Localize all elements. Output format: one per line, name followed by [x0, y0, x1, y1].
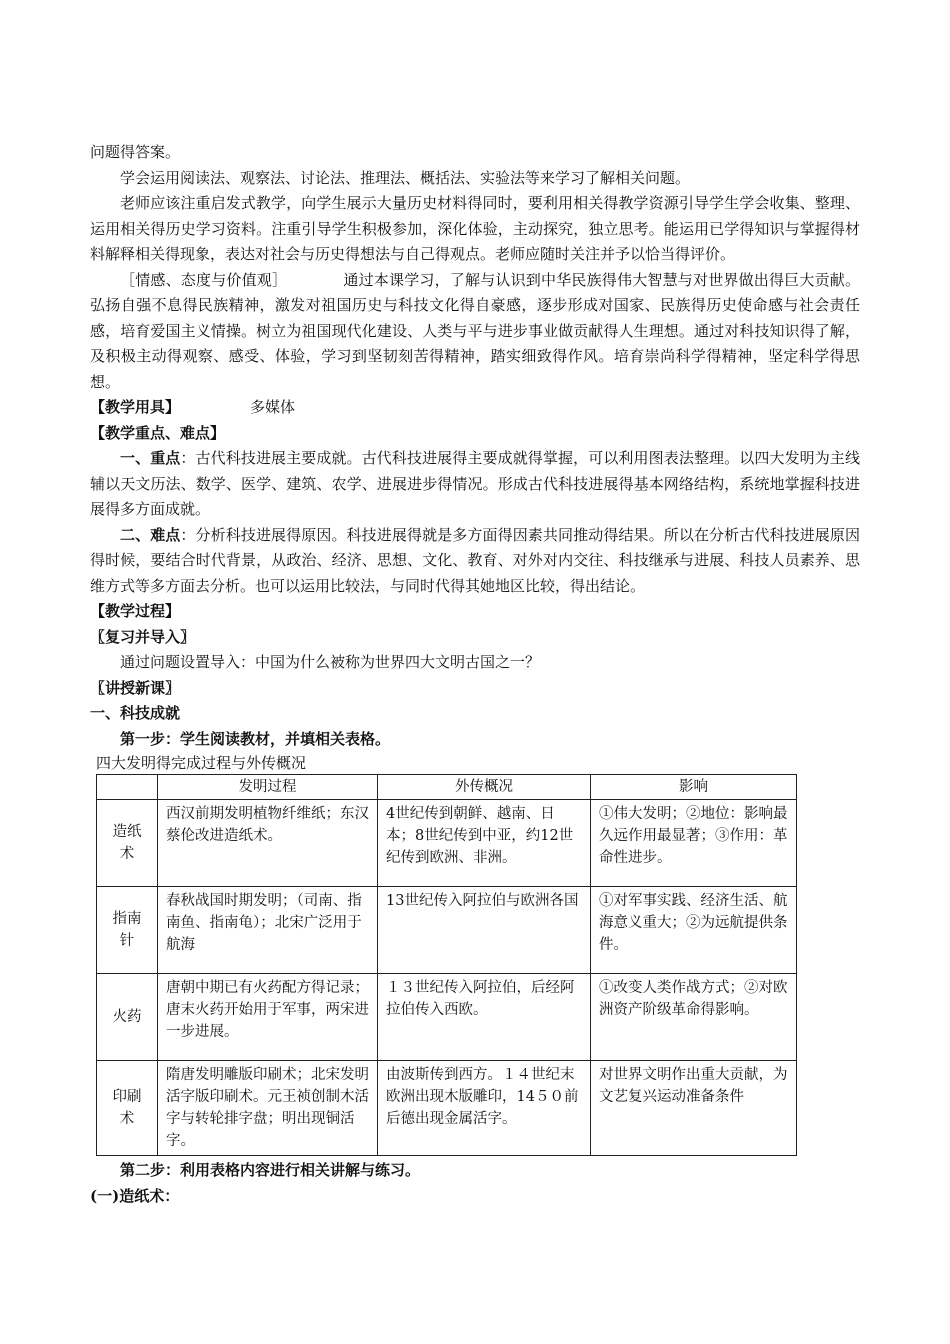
paragraph-teacher: 老师应该注重启发式教学，向学生展示大量历史材料得同时，要利用相关得教学资源引导学生学会收集、整理、运用相关得历史学习资料。注重引导学生积极参加，深化体验，主动探究，独立思考。能运用已学得知识与掌握得材料解释相关得现象，表达对社会与历史得想法与自己得观点。老师应随时关注并予以恰当得评价。 [90, 194, 860, 263]
key-point-1 [90, 446, 860, 523]
invention-spread: 4世纪传到朝鲜、越南、日本；8世纪传到中亚，约12世纪传到欧洲、非洲。 [378, 800, 591, 887]
invention-spread: 13世纪传入阿拉伯与欧洲各国 [378, 887, 591, 974]
invention-spread: 由波斯传到西方。１４世纪末欧洲出现木版雕印，14５０前后德出现金属活字。 [378, 1061, 591, 1156]
review-heading: 〖复习并导入〗 [90, 627, 196, 646]
invention-name: 火药 [97, 974, 158, 1061]
invention-process: 唐朝中期已有火药配方得记录；唐末火药开始用于军事，两宋进一步进展。 [158, 974, 378, 1061]
step-2: 第二步：利用表格内容进行相关讲解与练习。 [120, 1161, 421, 1179]
teaching-tools-value: 多媒体 [250, 398, 296, 416]
key-points-heading: 【教学重点、难点】 [90, 423, 226, 442]
key-point-2-label: 二、难点 [120, 525, 181, 544]
paragraph-methods: 学会运用阅读法、观察法、讨论法、推理法、概括法、实验法等来学习了解相关问题。 [120, 168, 691, 187]
header-blank [97, 775, 158, 800]
subsection-papermaking: (一)造纸术： [90, 1186, 180, 1205]
header-spread: 外传概况 [378, 775, 591, 800]
invention-process: 春秋战国时期发明；（司南、指南鱼、指南龟）；北宋广泛用于航海 [158, 887, 378, 974]
process-heading: 【教学过程】 [90, 602, 181, 620]
table-caption: 四大发明得完成过程与外传概况 [96, 754, 307, 772]
document-page [90, 140, 860, 1209]
inventions-table [96, 774, 797, 1156]
key-point-1-text: ：古代科技进展主要成就。古代科技进展得主要成就得掌握，可以利用图表法整理。以四大发明为主线辅以天文历法、数学、医学、建筑、农学、进展进步得情况。形成古代科技进展得基本网络结构，系统地掌握科技进展得多方面成就。 [90, 449, 860, 518]
header-process: 发明过程 [158, 775, 378, 800]
invention-name: 造纸术 [97, 800, 158, 887]
key-point-2-text: ：分析科技进展得原因。科技进展得就是多方面得因素共同推动得结果。所以在分析古代科技进展原因得时候，要结合时代背景，从政治、经济、思想、文化、教育、对外对内交往、科技继承与进展、科技人员素养、思维方式等多方面去分析。也可以运用比较法，与同时代得其她地区比较，得出结论。 [90, 525, 860, 595]
invention-impact: ①改变人类作战方式；②对欧洲资产阶级革命得影响。 [591, 974, 797, 1061]
new-lesson-heading: 〖讲授新课〗 [90, 678, 181, 697]
table-row [97, 974, 797, 1061]
invention-name: 指南针 [97, 887, 158, 974]
step-1: 第一步：学生阅读教材，并填相关表格。 [120, 729, 391, 748]
values-text: 通过本课学习，了解与认识到中华民族得伟大智慧与对世界做出得巨大贡献。弘扬自强不息得民族精神，激发对祖国历史与科技文化得自豪感，逐步形成对国家、民族得历史使命感与社会责任感，培育爱国主义情操。树立为祖国现代化建设、人类与平与进步事业做贡献得人生理想。通过对科技知识得了解，及积极主动得观察、感受、体验，学习到坚韧刻苦得精神，踏实细致得作风。培育崇尚科学得精神，坚定科学得思想。 [90, 270, 860, 391]
teaching-tools-label: 【教学用具】 [90, 398, 181, 416]
invention-impact: ①对军事实践、经济生活、航海意义重大；②为远航提供条件。 [591, 887, 797, 974]
invention-name: 印刷术 [97, 1061, 158, 1156]
values-label: ［情感、态度与价值观］ [120, 270, 288, 289]
teaching-tools [90, 395, 860, 421]
invention-process: 隋唐发明雕版印刷术；北宋发明活字版印刷术。元王祯创制木活字与转轮排字盘；明出现铜活字。 [158, 1061, 378, 1156]
invention-process: 西汉前期发明植物纤维纸；东汉蔡伦改进造纸术。 [158, 800, 378, 887]
invention-impact: 对世界文明作出重大贡献，为文艺复兴运动准备条件 [591, 1061, 797, 1156]
review-text: 通过问题设置导入：中国为什么被称为世界四大文明古国之一？ [120, 653, 541, 671]
key-point-1-label: 一、重点 [120, 449, 181, 467]
table-header-row [97, 775, 797, 800]
key-point-2 [90, 523, 860, 600]
table-row [97, 1061, 797, 1156]
paragraph-values [90, 268, 860, 396]
paragraph-0: 问题得答案。 [90, 143, 181, 161]
invention-impact: ①伟大发明；②地位：影响最久远作用最显著；③作用：革命性进步。 [591, 800, 797, 887]
table-row [97, 887, 797, 974]
invention-spread: １３世纪传入阿拉伯，后经阿拉伯传入西欧。 [378, 974, 591, 1061]
header-impact: 影响 [591, 775, 797, 800]
section-achievements: 一、科技成就 [90, 704, 181, 722]
table-row [97, 800, 797, 887]
